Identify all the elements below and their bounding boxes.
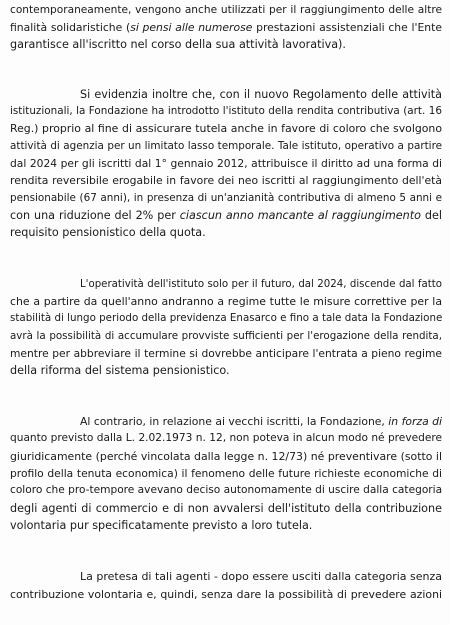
text-line: pensionabile (67 anni), in presenza di un'anzianità contributiva di almeno 5 anni e xyxy=(10,192,442,204)
text-line: Al contrario, in relazione ai vecchi iscritti, la Fondazione, in forza di xyxy=(80,415,442,428)
text-line: Reg.) proprio al fine di assicurare tutela anche in favore di coloro che svolgono xyxy=(10,122,442,135)
italic-phrase: si pensi alle numerose xyxy=(130,21,253,34)
text-line: Si evidenzia inoltre che, con il nuovo Regolamento delle attività xyxy=(80,88,442,101)
text-line: dal 2024 per gli iscritti dal 1° gennaio 2012, attribuisce il diritto ad una forma di xyxy=(10,157,442,170)
text-line: della riforma del sistema pensionistico. xyxy=(10,364,230,377)
text-line: degli agenti di commercio e di non avvalersi dell'istituto della contribuzione xyxy=(10,502,442,515)
text-line: istituzionali, la Fondazione ha introdotto l'istituto della rendita contributiva (art. 16 xyxy=(10,105,442,117)
text-line: La pretesa di tali agenti - dopo essere usciti dalla categoria senza xyxy=(80,570,443,583)
text-line: profilo della tenuta economica) il fenomeno delle future richieste economiche di xyxy=(10,467,442,480)
text-line: attività di agenzia per un limitato lasso temporale. Tale istituto, operativo a partire xyxy=(10,140,442,152)
text-line: mentre per abbreviare il termine si dovrebbe anticipare l'entrata a pieno regime xyxy=(10,347,442,360)
text-line: finalità solidaristiche (si pensi alle numerose prestazioni assistenziali che l'Ente xyxy=(10,21,442,34)
text-line: quanto previsto dalla L. 2.02.1973 n. 12, non poteva in alcun modo né prevedere xyxy=(10,432,442,444)
text-line: che a partire da quell'anno andranno a regime tutte le misure correttive per la xyxy=(10,295,442,308)
text-line: L'operatività dell'istituto solo per il futuro, dal 2024, discende dal fatto xyxy=(80,279,442,290)
text-line: requisito pensionistico della quota. xyxy=(10,226,206,239)
text-line: con una riduzione del 2% per ciascun anno mancante al raggiungimento del xyxy=(10,209,442,222)
italic-phrase: ciascun anno mancante al raggiungimento xyxy=(179,209,421,222)
text-line: giuridicamente (perché vincolata dalla legge n. 12/73) né preventivare (sotto il xyxy=(10,450,442,463)
italic-phrase: in forza di xyxy=(388,415,442,428)
text-line: volontaria pur specificatamente previsto a loro tutela. xyxy=(10,519,313,532)
text-line: stabilità di lungo periodo della previdenza Enasarco e fino a tale data la Fondazione xyxy=(10,312,443,324)
text-line: garantisce all'iscritto nel corso della sua attività lavorativa). xyxy=(10,38,346,51)
text-line: avrà la possibilità di accumulare provviste sufficienti per l'erogazione della rendita, xyxy=(10,330,442,342)
text-line: coloro che pro-tempore avevano deciso autonomamente di uscire dalla categoria xyxy=(10,484,443,496)
text-line: rendita reversibile erogabile in favore dei neo iscritti al raggiungimento dell'età xyxy=(10,174,442,187)
text-line: contemporaneamente, vengono anche utilizzati per il raggiungimento delle altre xyxy=(10,4,442,16)
text-line: contribuzione volontaria e, quindi, senza dare la possibilità di prevedere azioni xyxy=(10,588,442,601)
